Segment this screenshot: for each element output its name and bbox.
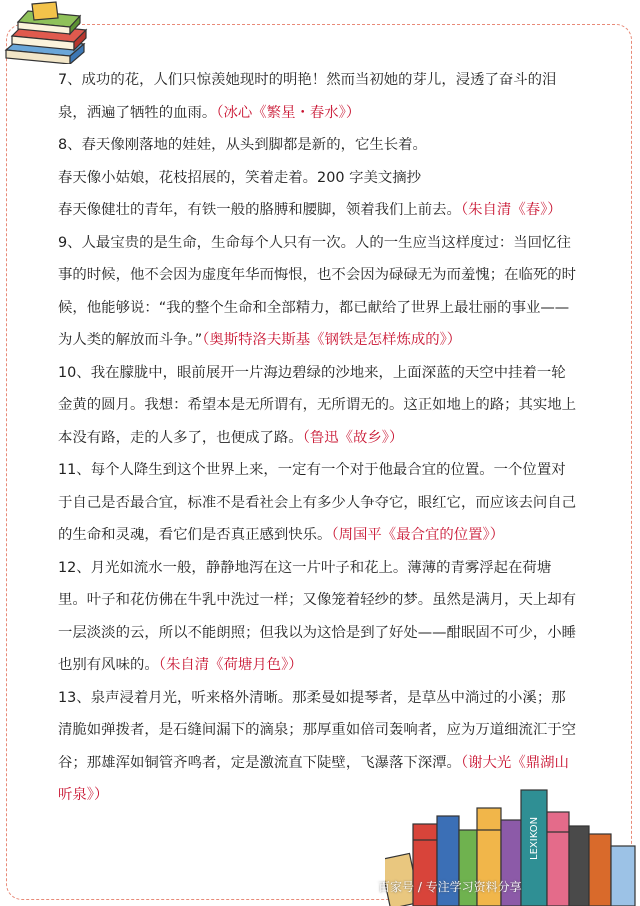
source-citation: （冰心《繁星・春水》） (216, 104, 361, 121)
paragraph-text: 9、人最宝贵的是生命，生命每个人只有一次。人的一生应当这样度过：当回忆往事的时候，他不会因为虚度年华而悔恨，也不会因为碌碌无为而羞愧；在临死的时候，他能够说：“我的整个生命和全部精力，都已献给了世界上最壮丽的事业——为人类的解放而斗争。” (58, 234, 577, 348)
content (58, 64, 578, 812)
paragraph (58, 357, 578, 455)
paragraph (58, 227, 578, 357)
paragraph (58, 454, 578, 552)
paragraph (58, 194, 578, 227)
paragraph (58, 552, 578, 682)
source-citation: （周国平《最合宜的位置》） (331, 527, 505, 543)
book-spine-label: LEXIKON (529, 816, 540, 860)
source-citation: （奥斯特洛夫斯基《钢铁是怎样炼成的》） (202, 332, 462, 348)
paragraph (58, 64, 578, 129)
paragraph (58, 162, 578, 195)
watermark: 百家号 / 专注学习资料分享 (378, 880, 522, 894)
paragraph-text: 12、月光如流水一般，静静地泻在这一片叶子和花上。薄薄的青雾浮起在荷塘里。叶子和花仿佛在牛乳中洗过一样；又像笼着轻纱的梦。虽然是满月，天上却有一层淡淡的云，所以不能朗照；但我以为这恰是到了好处——酣眠固不可少，小睡也别有风味的。 (58, 559, 577, 673)
source-citation: （鲁迅《故乡》） (302, 429, 404, 446)
paragraph-text: 11、每个人降生到这个世界上来，一定有一个对于他最合宜的位置。一个位置对于自己是否最合宜，标准不是看社会上有多少人争夺它，眼红它，而应该去问自己的生命和灵魂，看它们是否真正感到快乐。 (58, 462, 577, 543)
source-citation: （朱自清《春》） (460, 202, 562, 218)
source-citation: （谢大光《鼎湖山听泉》） (58, 754, 569, 803)
paragraph-text: 10、我在朦胧中，眼前展开一片海边碧绿的沙地来，上面深蓝的天空中挂着一轮金黄的圆月。我想：希望本是无所谓有，无所谓无的。这正如地上的路；其实地上本没有路，走的人多了，也便成了路。 (58, 364, 577, 446)
paragraph-text: 7、成功的花，人们只惊羡她现时的明艳！然而当初她的芽儿，浸透了奋斗的泪泉，洒遍了牺牲的血雨。 (58, 72, 557, 121)
paragraph-text: 8、春天像刚落地的娃娃，从头到脚都是新的，它生长着。 (58, 137, 427, 153)
paragraph-text: 13、泉声浸着月光，听来格外清晰。那柔曼如提琴者，是草丛中淌过的小溪；那清脆如弹拨者，是石缝间漏下的滴泉；那厚重如倍司轰响者，应为万道细流汇于空谷；那雄浑如铜管齐鸣者，定是激流直下陡壁，飞瀑落下深潭。 (58, 689, 577, 771)
paragraph-text: 春天像小姑娘，花枝招展的，笑着走着。200 字美文摘抄 (58, 169, 422, 186)
paragraph-text: 春天像健壮的青年，有铁一般的胳膊和腰脚，领着我们上前去。 (58, 202, 461, 218)
source-citation: （朱自清《荷塘月色》） (158, 657, 303, 673)
book-stack-icon (0, 0, 92, 64)
paragraph (58, 129, 578, 162)
